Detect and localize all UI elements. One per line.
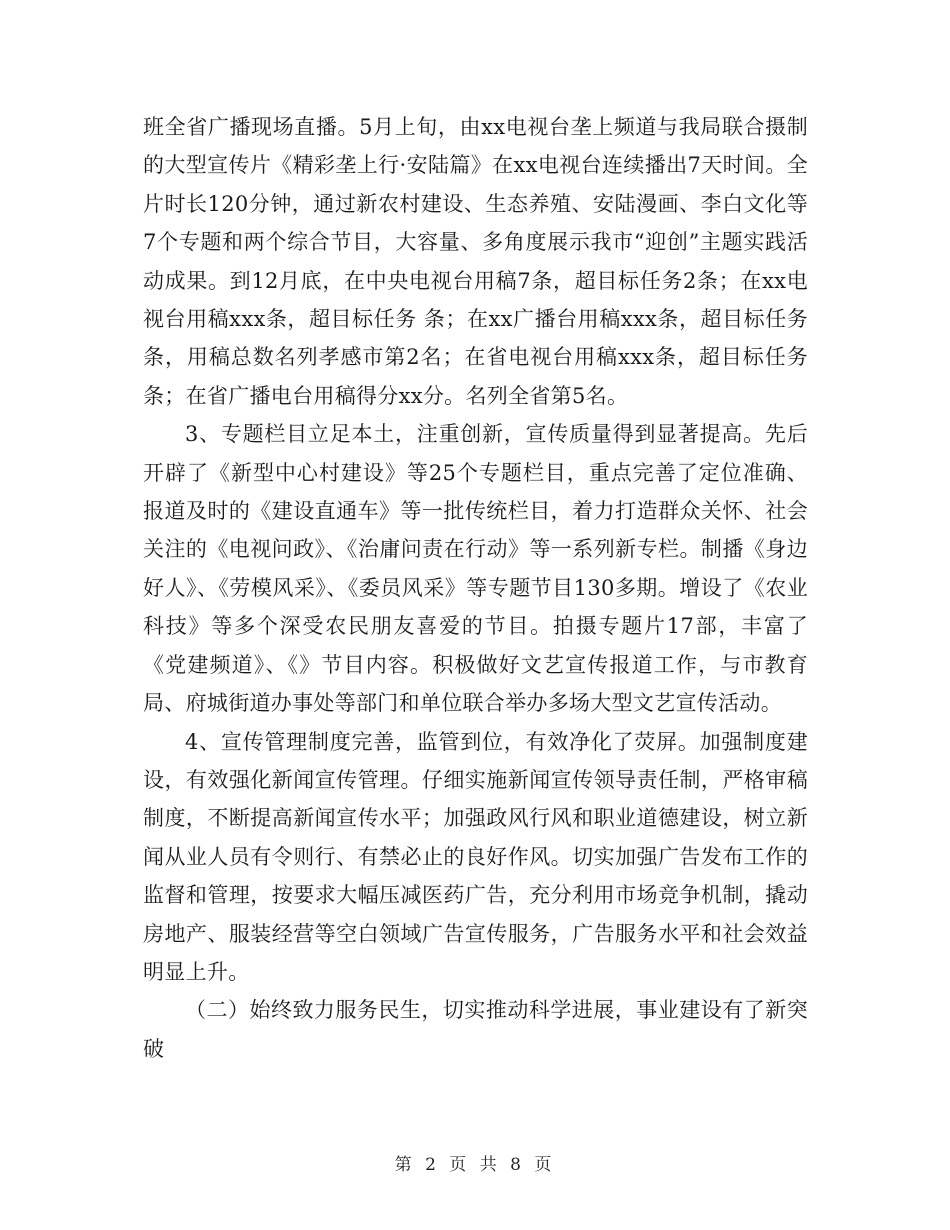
paragraph-broadcast-results: 班全省广播现场直播。5月上旬，由xx电视台垄上频道与我局联合摄制的大型宣传片《精彩垄上行·安陆篇》在xx电视台连续播出7天时间。全片时长120分钟，通过新农村建设、生态养殖、安陆漫画、李白文化等7个专题和两个综合节目，大容量、多角度展示我市“迎创”主题实践活动成果。到12月底，在中央电视台用稿7条，超目标任务2条；在xx电视台用稿xxx条，超目标任务 条；在xx广播台用稿xxx条，超目标任务 条，用稿总数名列孝感市第2名；在省电视台用稿xxx条，超目标任务 条；在省广播电台用稿得分xx分。名列全省第5名。: [143, 115, 808, 408]
body-text: [143, 108, 808, 1068]
paragraph-special-columns: 3、专题栏目立足本土，注重创新，宣传质量得到显著提高。先后开辟了《新型中心村建设》等25个专题栏目，重点完善了定位准确、报道及时的《建设直通车》等一批传统栏目，着力打造群众关怀、社会关注的《电视问政》、《治庸问责在行动》等一系列新专栏。制播《身边好人》、《劳模风采》、《委员风采》等专题节目130多期。增设了《农业科技》等多个深受农民朋友喜爱的节目。拍摄专题片17部，丰富了《党建频道》、《》节目内容。积极做好文艺宣传报道工作，与市教育局、府城街道办事处等部门和单位联合举办多场大型文艺宣传活动。: [143, 422, 808, 716]
page-number-footer: 第 2 页 共 8 页: [394, 1155, 556, 1175]
paragraph-management-system: 4、宣传管理制度完善，监管到位，有效净化了荧屏。加强制度建设，有效强化新闻宣传管理。仔细实施新闻宣传领导责任制，严格审稿制度，不断提高新闻宣传水平；加强政风行风和职业道德建设，树立新闻从业人员有令则行、有禁必止的良好作风。切实加强广告发布工作的监督和管理，按要求大幅压减医药广告，充分利用市场竞争机制，撬动房地产、服装经营等空白领域广告宣传服务，广告服务水平和社会效益明显上升。: [143, 729, 808, 984]
section-heading-livelihood: （二）始终致力服务民生，切实推动科学进展，事业建设有了新突破: [143, 998, 808, 1061]
